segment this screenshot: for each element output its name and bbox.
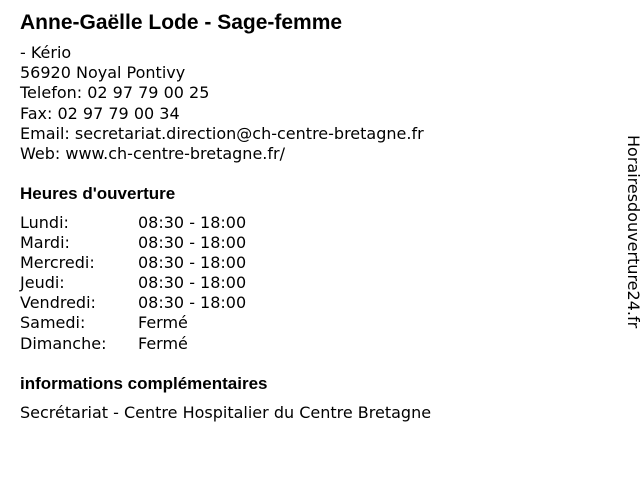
city-address: 56920 Noyal Pontivy <box>20 63 186 83</box>
contact-block <box>20 43 424 164</box>
fax-number: Fax: 02 97 79 00 34 <box>20 103 180 123</box>
website-link[interactable]: Web: www.ch-centre-bretagne.fr/ <box>20 143 285 163</box>
phone-number[interactable]: Telefon: 02 97 79 00 25 <box>20 83 210 103</box>
day-label: Samedi: <box>20 313 86 333</box>
hours-row-sunday <box>20 334 320 354</box>
hours-row-friday <box>20 293 320 313</box>
hours-row-monday <box>20 213 320 233</box>
time-value: 08:30 - 18:00 <box>138 253 247 273</box>
opening-hours-heading: Heures d'ouverture <box>20 184 176 203</box>
hours-row-wednesday <box>20 253 320 273</box>
day-label: Mercredi: <box>20 253 95 273</box>
page-title: Anne-Gaëlle Lode - Sage-femme <box>20 11 343 34</box>
site-brand-watermark[interactable]: Horairesdouverture24.fr <box>624 135 643 329</box>
street-address: - Kério <box>20 43 72 62</box>
hours-row-tuesday <box>20 233 320 253</box>
time-value: 08:30 - 18:00 <box>138 293 247 313</box>
time-value: 08:30 - 18:00 <box>138 213 247 232</box>
time-value: Fermé <box>138 333 188 353</box>
time-value: 08:30 - 18:00 <box>138 273 247 293</box>
time-value: 08:30 - 18:00 <box>138 233 247 253</box>
hours-row-saturday <box>20 313 320 333</box>
hours-row-thursday <box>20 273 320 293</box>
email-address[interactable]: Email: secretariat.direction@ch-centre-bretagne.fr <box>20 123 424 143</box>
day-label: Dimanche: <box>20 333 107 353</box>
day-label: Mardi: <box>20 233 70 253</box>
day-label: Vendredi: <box>20 293 96 313</box>
additional-info-text: Secrétariat - Centre Hospitalier du Centre Bretagne <box>20 403 432 422</box>
opening-hours-table <box>20 213 320 354</box>
additional-info-heading: informations complémentaires <box>20 374 268 393</box>
time-value: Fermé <box>138 313 188 333</box>
day-label: Lundi: <box>20 213 69 232</box>
day-label: Jeudi: <box>20 273 65 293</box>
